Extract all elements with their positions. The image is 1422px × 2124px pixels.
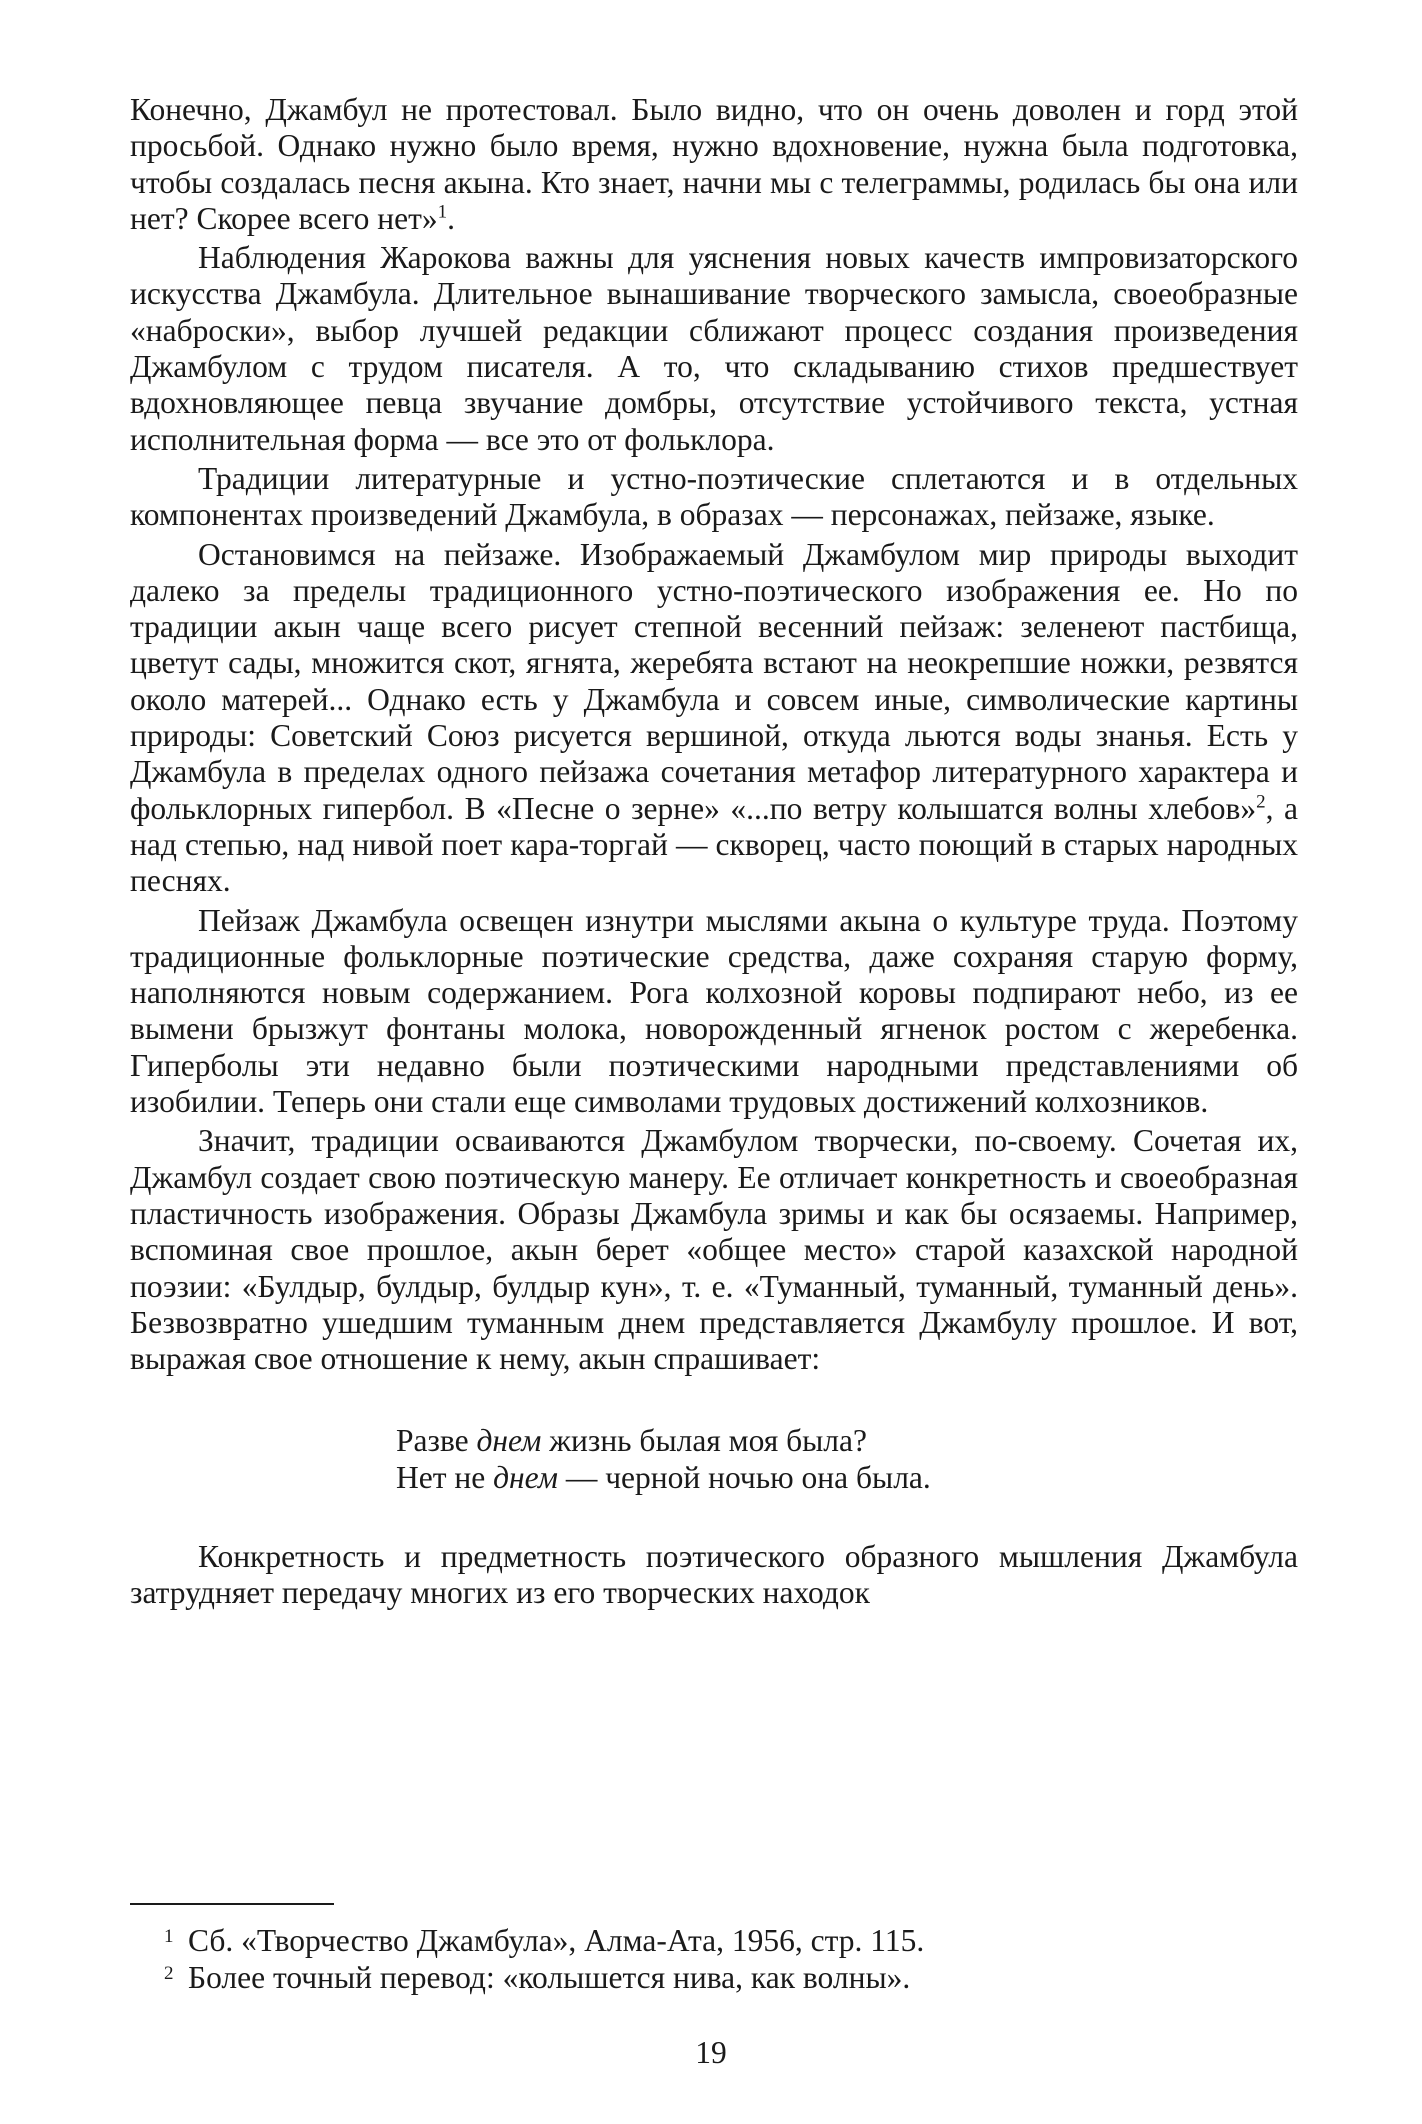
footnotes bbox=[164, 1922, 1298, 1996]
footnote-2-text: Более точный перевод: «колышется нива, как волны». bbox=[188, 1960, 911, 1995]
footnote-1-mark: 1 bbox=[164, 1926, 174, 1947]
verse-line-2-emphasis: днем bbox=[493, 1459, 558, 1495]
paragraph-1: Конечно, Джамбул не протестовал. Было видно, что он очень доволен и горд этой просьбой. Однако нужно было время, нужно вдохновение, нужна была подготовка, чтобы создалась песня акына. Кто знает, начни мы с телеграммы, родилась бы она или нет? Скорее всего нет»$^1$. bbox=[130, 92, 1298, 236]
verse-line-2-b: — черной ночью она была. bbox=[557, 1459, 931, 1495]
footnote-2-mark: 2 bbox=[164, 1963, 174, 1984]
paragraph-4 bbox=[130, 537, 1298, 900]
paragraph-4-text-a: Остановимся на пейзаже. Изображаемый Джамбулом мир природы выходит далеко за пределы традиционного устно-поэтического изображения ее. Но по традиции акын чаще всего рисует степной весенний пейзаж: зеленеют пастбища, цветут сады, множится скот, ягнята, жеребята встают на неокрепшие ножки, резвятся около матерей... Однако есть у Джамбула и совсем иные, символические картины природы: Советский Союз рисуется вершиной, откуда льются воды знанья. Есть у Джамбула в пределах одного пейзажа сочетания метафор литературного характера и фольклорных гипербол. В «Песне о зерне» «...по ветру колышатся волны хлебов» bbox=[130, 536, 1298, 826]
paragraph-1-text: Конечно, Джамбул не протестовал. Было видно, что он очень доволен и горд этой просьбой. Однако нужно было время, нужно вдохновение, нужна была подготовка, чтобы создалась песня акына. Кто знает, начни мы с телеграммы, родилась бы она или нет? Скорее всего нет» bbox=[130, 92, 1298, 236]
footnote-divider bbox=[130, 1903, 334, 1905]
paragraph-6: Значит, традиции осваиваются Джамбулом творчески, по-своему. Сочетая их, Джамбул создает свою поэтическую манеру. Ее отличает конкретность и своеобразная пластичность изображения. Образы Джамбула зримы и как бы осязаемы. Например, вспоминая свое прошлое, акын берет «общее место» старой казахской народной поэзии: «Булдыр, булдыр, булдыр кун», т. е. «Туманный, туманный, туманный день». Безвозвратно ушедшим туманным днем представляется Джамбулу прошлое. И вот, выражая свое отношение к нему, акын спрашивает: bbox=[130, 1123, 1298, 1377]
verse-line-1 bbox=[396, 1423, 1298, 1459]
paragraph-2: Наблюдения Жарокова важны для уяснения новых качеств импровизаторского искусства Джамбула. Длительное вынашивание творческого замысла, своеобразные «наброски», выбор лучшей редакции сближают процесс создания произведения Джамбулом с трудом писателя. А то, что складыванию стихов предшествует вдохновляющее певца звучание домбры, отсутствие устойчивого текста, устная исполнительная форма — все это от фольклора. bbox=[130, 240, 1298, 457]
footnote-1-text: Сб. «Творчество Джамбула», Алма-Ата, 1956, стр. 115. bbox=[188, 1923, 925, 1958]
footnote-2 bbox=[164, 1959, 1298, 1996]
paragraph-5: Пейзаж Джамбула освещен изнутри мыслями акына о культуре труда. Поэтому традиционные фольклорные поэтические средства, даже сохраняя старую форму, наполняются новым содержанием. Рога колхозной коровы подпирают небо, из ее вымени брызжут фонтаны молока, новорожденный ягненок ростом с жеребенка. Гиперболы эти недавно были поэтическими народными представлениями об изобилии. Теперь они стали еще символами трудовых достижений колхозников. bbox=[130, 902, 1298, 1120]
verse-line-1-b: жизнь былая моя была? bbox=[541, 1423, 867, 1459]
paragraph-3: Традиции литературные и устно-поэтические сплетаются и в отдельных компонентах произведений Джамбула, в образах — персонажах, пейзаже, языке. bbox=[130, 460, 1298, 533]
verse-quote bbox=[396, 1423, 1298, 1496]
verse-line-1-a: Разве bbox=[396, 1423, 477, 1459]
footnote-ref-1: 1 bbox=[437, 201, 448, 223]
footnote-1 bbox=[164, 1922, 1298, 1959]
page-body bbox=[130, 92, 1298, 1615]
verse-line-2 bbox=[396, 1460, 1298, 1496]
verse-line-1-emphasis: днем bbox=[476, 1423, 542, 1459]
page-number: 19 bbox=[695, 2035, 727, 2070]
paragraph-7: Конкретность и предметность поэтического образного мышления Джамбула затрудняет передачу многих из его творческих находок bbox=[130, 1538, 1298, 1611]
paragraph-4-text-b: , а над степью, над нивой поет кара-торгай — скворец, часто поющий в старых народных песнях. bbox=[130, 790, 1298, 899]
footnote-ref-2: 2 bbox=[1256, 791, 1266, 813]
verse-line-2-a: Нет не bbox=[396, 1459, 494, 1495]
